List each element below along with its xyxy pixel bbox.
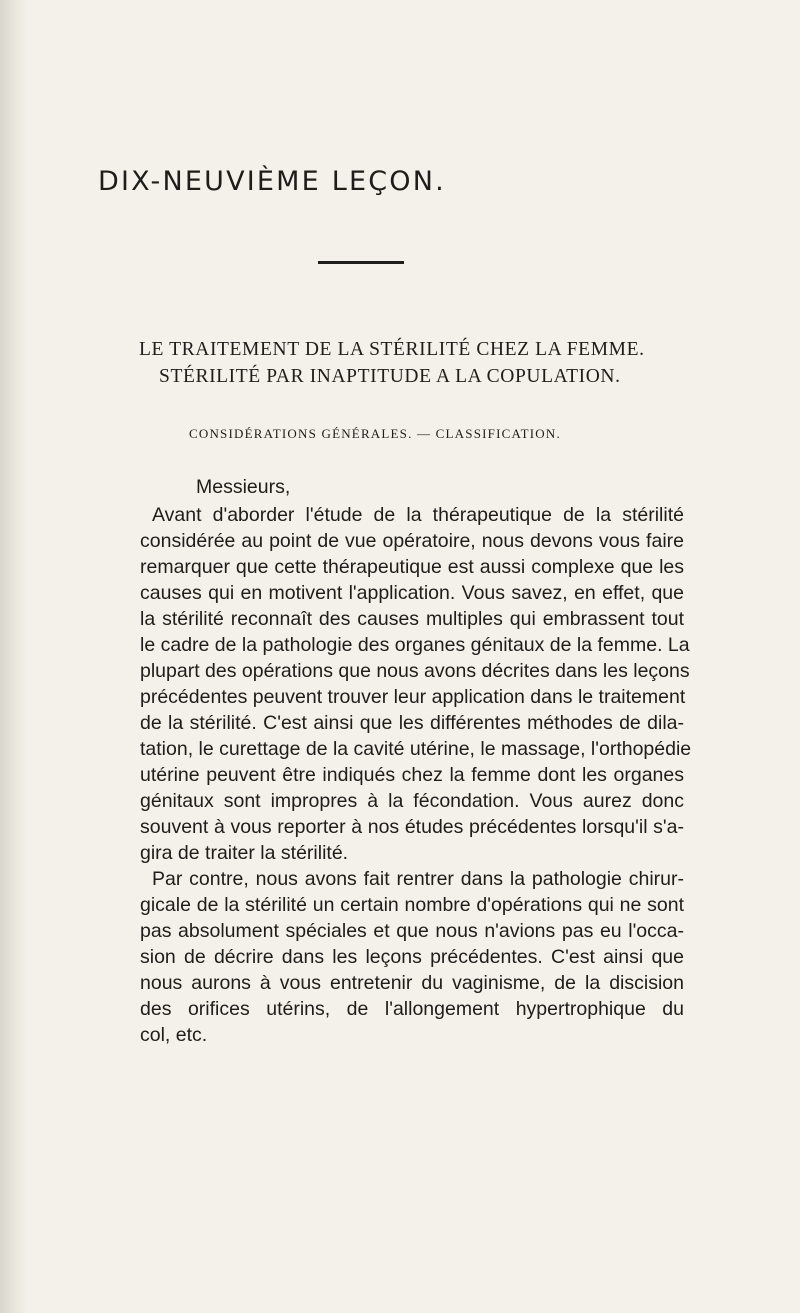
text-line: génitaux sont impropres à la fécondation. Vous aurez donc xyxy=(140,790,684,812)
title-rule xyxy=(318,261,404,264)
text-line: précédentes peuvent trouver leur application dans le traitement xyxy=(140,686,686,708)
text-line: Par contre, nous avons fait rentrer dans la pathologie chirur- xyxy=(152,868,684,890)
text-line: Avant d'aborder l'étude de la thérapeutique de la stérilité xyxy=(152,504,684,526)
text-line: tation, le curettage de la cavité utérine, le massage, l'orthopédie xyxy=(140,738,692,760)
text-line: la stérilité reconnaît des causes multiples qui embrassent tout xyxy=(140,608,684,630)
text-line: sion de décrire dans les leçons précédentes. C'est ainsi que xyxy=(140,946,684,968)
page-gutter-shadow xyxy=(0,0,28,1313)
text-line: le cadre de la pathologie des organes génitaux de la femme. La xyxy=(140,634,690,656)
text-line: plupart des opérations que nous avons décrites dans les leçons xyxy=(140,660,690,682)
subject-line-2: STÉRILITÉ PAR INAPTITUDE A LA COPULATION. xyxy=(159,366,621,387)
section-summary: CONSIDÉRATIONS GÉNÉRALES. — CLASSIFICATION. xyxy=(189,426,561,441)
text-line: utérine peuvent être indiqués chez la femme dont les organes xyxy=(140,764,684,786)
salutation: Messieurs, xyxy=(196,476,291,498)
text-line: causes qui en motivent l'application. Vous savez, en effet, que xyxy=(140,582,684,604)
text-line: nous aurons à vous entretenir du vaginisme, de la discision xyxy=(140,972,684,994)
subject-line-1: LE TRAITEMENT DE LA STÉRILITÉ CHEZ LA FEMME. xyxy=(139,339,645,360)
text-line: des orifices utérins, de l'allongement hypertrophique du xyxy=(140,998,684,1020)
text-line: souvent à vous reporter à nos études précédentes lorsqu'il s'a- xyxy=(140,816,684,838)
text-line: remarquer que cette thérapeutique est aussi complexe que les xyxy=(140,556,684,578)
text-line: gira de traiter la stérilité. xyxy=(140,842,349,864)
text-line: gicale de la stérilité un certain nombre d'opérations qui ne sont xyxy=(140,894,684,916)
text-line: col, etc. xyxy=(140,1024,208,1046)
text-line: pas absolument spéciales et que nous n'avions pas eu l'occa- xyxy=(140,920,684,942)
chapter-title: DIX-NEUVIÈME LEÇON. xyxy=(98,166,446,197)
text-line: de la stérilité. C'est ainsi que les différentes méthodes de dila- xyxy=(140,712,684,734)
text-line: considérée au point de vue opératoire, nous devons vous faire xyxy=(140,530,684,552)
